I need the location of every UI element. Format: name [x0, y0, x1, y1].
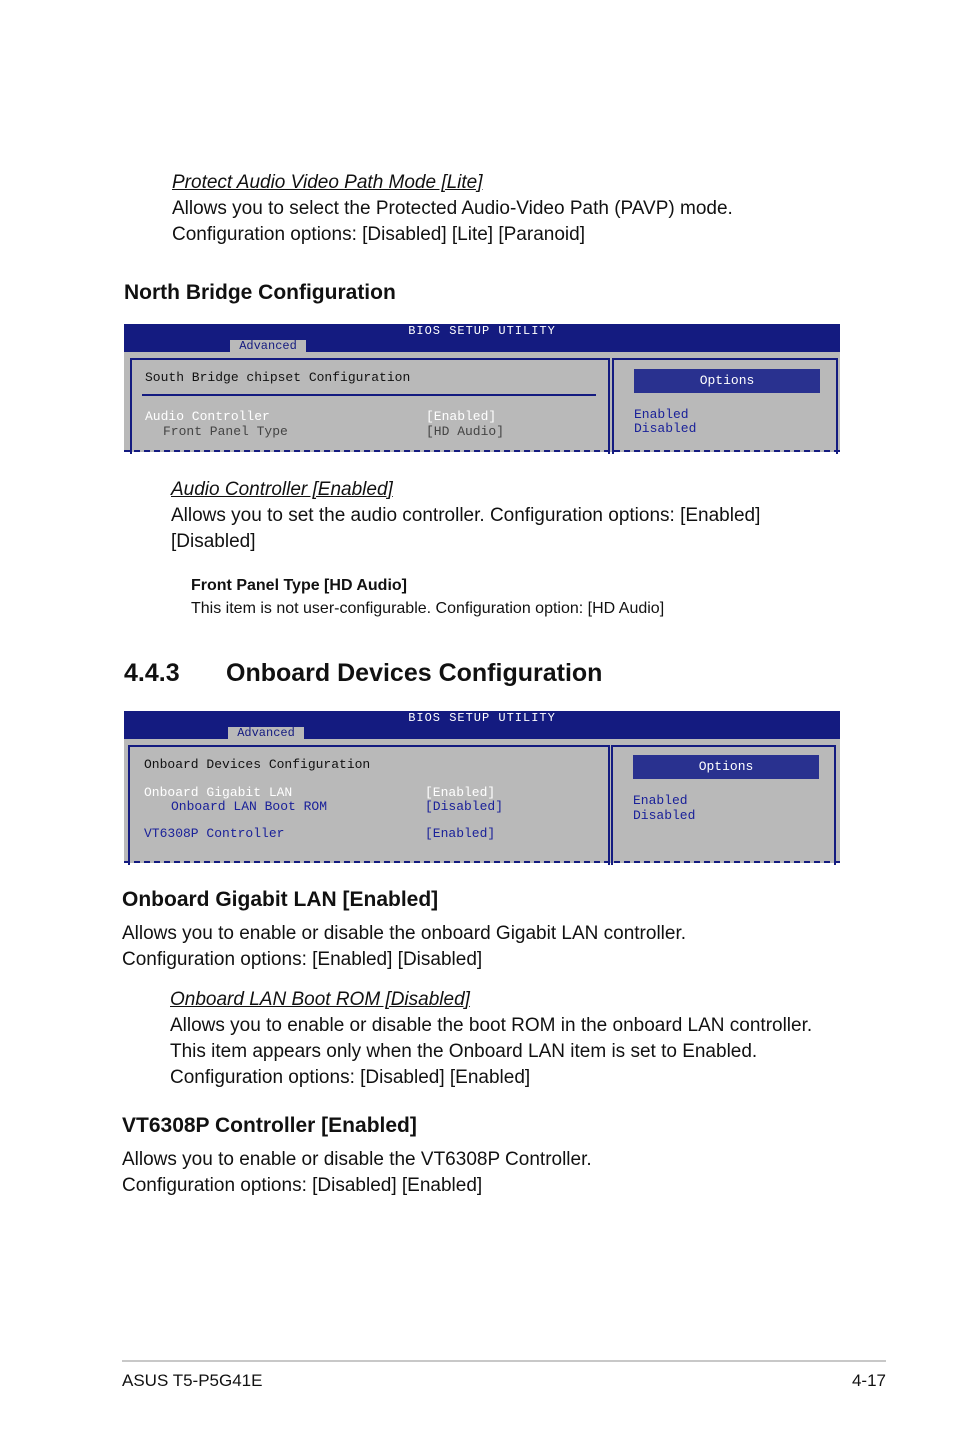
setting-vt6308p-controller[interactable]: VT6308P Controller: [144, 826, 285, 841]
section-title: Onboard Devices Configuration: [226, 659, 603, 687]
bios-help-panel: [611, 745, 836, 865]
front-panel-title: Front Panel Type [HD Audio]: [191, 577, 407, 594]
setting-audio-controller-value[interactable]: [Enabled]: [426, 409, 497, 424]
panel-title: Onboard Devices Configuration: [144, 757, 371, 772]
option-disabled[interactable]: Disabled: [633, 808, 696, 823]
tab-advanced[interactable]: Advanced: [230, 340, 306, 352]
setting-front-panel-type-value: [HD Audio]: [426, 424, 505, 439]
panel-title: South Bridge chipset Configuration: [145, 370, 411, 385]
option-enabled[interactable]: Enabled: [633, 793, 688, 808]
pavp-desc-1: Allows you to select the Protected Audio-Video Path (PAVP) mode.: [172, 198, 733, 219]
section-number: 4.4.3: [124, 659, 180, 687]
setting-onboard-gigabit-lan-value[interactable]: [Enabled]: [425, 785, 496, 800]
lan-boot-rom-title: Onboard LAN Boot ROM [Disabled]: [170, 989, 470, 1010]
lan-boot-rom-desc-3: Configuration options: [Disabled] [Enabled]: [170, 1067, 531, 1088]
bios-help-panel: [612, 358, 838, 454]
bios-title: BIOS SETUP UTILITY: [408, 324, 556, 338]
pavp-desc-2: Configuration options: [Disabled] [Lite] [Paranoid]: [172, 224, 585, 245]
options-header: Options: [633, 755, 819, 779]
setting-audio-controller[interactable]: Audio Controller: [145, 409, 270, 424]
gigabit-lan-heading: Onboard Gigabit LAN [Enabled]: [122, 888, 439, 911]
setting-onboard-gigabit-lan[interactable]: Onboard Gigabit LAN: [144, 785, 293, 800]
option-enabled[interactable]: Enabled: [634, 407, 689, 422]
bios-bottom-edge: [124, 450, 840, 452]
gigabit-lan-desc-1: Allows you to enable or disable the onboard Gigabit LAN controller.: [122, 923, 687, 944]
panel-divider: [142, 394, 596, 396]
audio-controller-desc-1: Allows you to set the audio controller. Configuration options: [Enabled]: [171, 505, 761, 526]
tab-advanced[interactable]: Advanced: [228, 727, 304, 739]
gigabit-lan-desc-2: Configuration options: [Enabled] [Disabled]: [122, 949, 483, 970]
bios-screen-onboard-devices: [124, 711, 840, 863]
option-disabled[interactable]: Disabled: [634, 421, 697, 436]
bios-main-panel: [130, 358, 610, 454]
setting-onboard-lan-boot-rom-value[interactable]: [Disabled]: [425, 799, 504, 814]
lan-boot-rom-desc-1: Allows you to enable or disable the boot ROM in the onboard LAN controller.: [170, 1015, 813, 1036]
vt6308p-heading: VT6308P Controller [Enabled]: [122, 1114, 417, 1137]
options-header: Options: [634, 369, 820, 393]
setting-onboard-lan-boot-rom[interactable]: Onboard LAN Boot ROM: [171, 799, 328, 814]
setting-vt6308p-controller-value[interactable]: [Enabled]: [425, 826, 496, 841]
bios-title: BIOS SETUP UTILITY: [408, 711, 556, 725]
footer-rule: [122, 1360, 886, 1362]
page-number: 4-17: [851, 1371, 886, 1390]
north-bridge-heading: North Bridge Configuration: [124, 281, 396, 304]
pavp-title: Protect Audio Video Path Mode [Lite]: [172, 172, 483, 193]
footer-product: ASUS T5-P5G41E: [122, 1371, 263, 1390]
bios-main-panel: [128, 745, 610, 865]
lan-boot-rom-desc-2: This item appears only when the Onboard LAN item is set to Enabled.: [170, 1041, 758, 1062]
vt6308p-desc-2: Configuration options: [Disabled] [Enabled]: [122, 1175, 483, 1196]
bios-screen-south-bridge: [124, 324, 840, 452]
bios-bottom-edge: [124, 861, 840, 863]
front-panel-desc: This item is not user-configurable. Configuration option: [HD Audio]: [191, 600, 665, 617]
vt6308p-desc-1: Allows you to enable or disable the VT6308P Controller.: [122, 1149, 592, 1170]
setting-front-panel-type: Front Panel Type: [163, 424, 288, 439]
audio-controller-desc-2: [Disabled]: [171, 531, 256, 552]
audio-controller-title: Audio Controller [Enabled]: [171, 479, 393, 500]
